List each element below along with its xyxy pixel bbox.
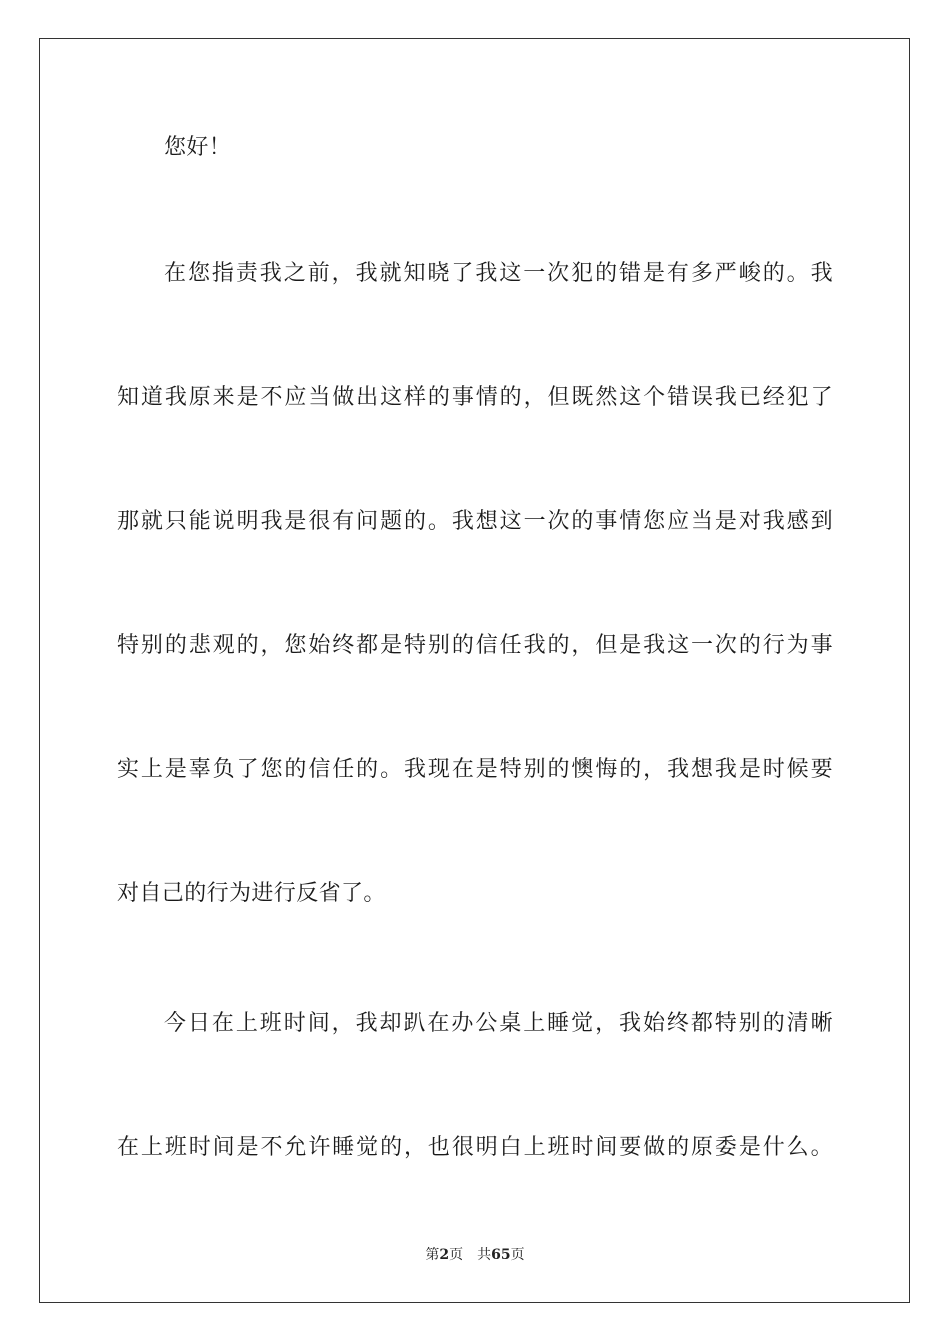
footer-page-prefix: 第 (425, 1247, 440, 1263)
paragraph-2-line-1: 今日在上班时间，我却趴在办公桌上睡觉，我始终都特别的清晰 (164, 1011, 833, 1036)
paragraph-1-line-5: 实上是辜负了您的信任的。我现在是特别的懊悔的，我想我是时候要 (117, 757, 833, 782)
paragraph-2-line-2: 在上班时间是不允许睡觉的，也很明白上班时间要做的原委是什么。 (117, 1135, 833, 1160)
greeting-line: 您好！ (164, 135, 232, 160)
paragraph-1-line-4: 特别的悲观的，您始终都是特别的信任我的，但是我这一次的行为事 (117, 633, 833, 658)
paragraph-1-line-3: 那就只能说明我是很有问题的。我想这一次的事情您应当是对我感到 (117, 509, 833, 534)
paragraph-1-line-1: 在您指责我之前，我就知晓了我这一次犯的错是有多严峻的。我 (164, 261, 833, 286)
footer-total-pages: 65 (491, 1247, 511, 1263)
paragraph-1-line-2: 知道我原来是不应当做出这样的事情的，但既然这个错误我已经犯了 (117, 385, 833, 410)
footer-total-suffix: 页 (510, 1247, 525, 1263)
footer-total-prefix: 共 (477, 1247, 492, 1263)
paragraph-1-line-6: 对自己的行为进行反省了。 (117, 881, 386, 906)
footer-page-suffix: 页 (449, 1247, 464, 1263)
footer-page-number: 2 (439, 1247, 450, 1263)
page-footer (0, 1246, 950, 1264)
page-border (39, 38, 910, 1303)
